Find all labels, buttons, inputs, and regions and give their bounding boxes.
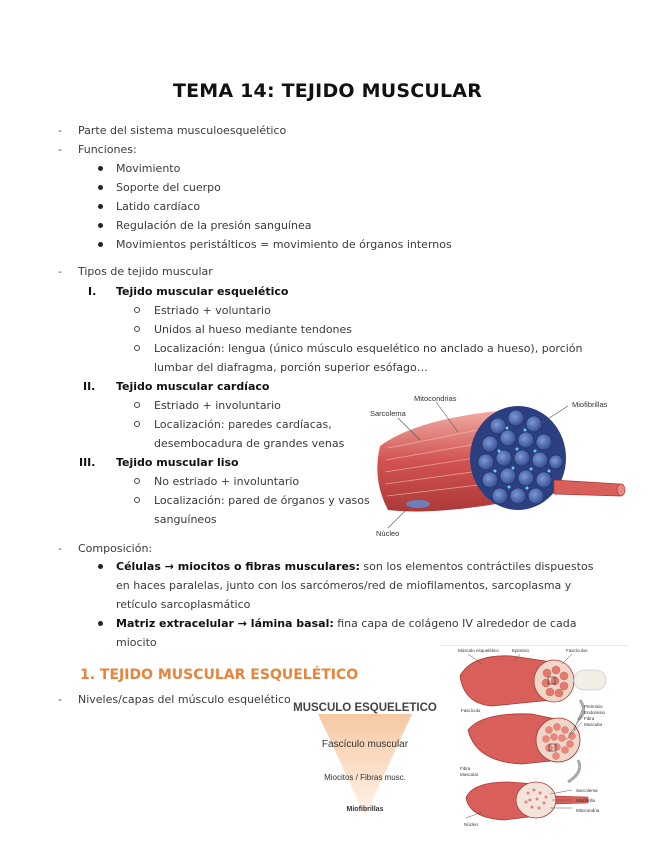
function-item: Soporte del cuerpo — [116, 181, 221, 194]
label-fasciculos: Fascículos — [566, 648, 588, 653]
bullet — [98, 621, 103, 626]
bullet — [98, 223, 103, 228]
matrix-bold: Matriz extracelular → lámina basal: — [116, 617, 334, 630]
page-title: TEMA 14: TEJIDO MUSCULAR — [172, 80, 483, 102]
type-item: desembocadura de grandes venas — [154, 437, 345, 450]
composition-cells-line — [116, 559, 593, 574]
circle-bullet — [134, 326, 140, 332]
label-nucleo-2: Núcleo — [464, 822, 479, 827]
composition-matrix-line — [116, 616, 577, 631]
types-label: Tipos de tejido muscular — [78, 265, 213, 278]
label-epimisio: Epimisio — [512, 648, 530, 653]
function-item: Movimientos peristálticos = movimiento de órganos internos — [116, 238, 452, 251]
dash-marker: - — [58, 124, 62, 137]
label-nucleo: Núcleo — [376, 529, 400, 538]
pyramid-level-3: Miocitos / Fibras musc. — [324, 773, 406, 782]
label-mitocondrias: Mitocondrias — [414, 394, 457, 403]
dash-marker: - — [58, 265, 62, 278]
label-fasciculo: Fascículo — [461, 708, 481, 713]
type-title-liso: Tejido muscular liso — [116, 456, 239, 469]
type-item: Unidos al hueso mediante tendones — [154, 323, 353, 336]
pyramid-level-2: Fascículo muscular — [321, 739, 409, 750]
label-endomisio: Endomisio — [584, 710, 606, 715]
circle-bullet — [134, 421, 140, 427]
function-item: Regulación de la presión sanguínea — [116, 219, 312, 232]
intro-item: Funciones: — [78, 143, 137, 156]
label-perimisio: Perimisio — [584, 704, 603, 709]
label-sarcolema-2: Sarcolema — [576, 788, 598, 793]
type-title-esqueletico: Tejido muscular esquelético — [116, 285, 289, 298]
matrix-text: fina capa de colágeno IV alrededor de cada — [333, 617, 577, 630]
bullet — [98, 166, 103, 171]
label-miofibrilla: Miofibrilla — [576, 798, 596, 803]
type-title-cardiaco: Tejido muscular cardíaco — [116, 380, 270, 393]
composition-text: retículo sarcoplasmático — [116, 598, 251, 611]
type-item: Estriado + voluntario — [154, 304, 271, 317]
bullet — [98, 242, 103, 247]
bullet — [98, 204, 103, 209]
dash-marker: - — [58, 693, 62, 706]
type-item: Localización: pared de órganos y vasos — [154, 494, 370, 507]
levels-label: Niveles/capas del músculo esquelético — [78, 693, 291, 706]
roman-numeral: III. — [79, 456, 96, 469]
type-item: No estriado + involuntario — [154, 475, 300, 488]
type-item: sanguíneos — [154, 513, 217, 526]
label-mitocondria: Mitocondria — [576, 808, 600, 813]
label-muscular: Muscular — [584, 722, 603, 727]
dash-marker: - — [58, 143, 62, 156]
circle-bullet — [134, 402, 140, 408]
composition-label: Composición: — [78, 542, 153, 555]
roman-numeral: II. — [83, 380, 96, 393]
cells-text: son los elementos contráctiles dispuestos — [359, 560, 594, 573]
composition-text: en haces paralelas, junto con los sarcómeros/red de miofilamentos, sarcoplasma y — [116, 579, 572, 592]
circle-bullet — [134, 307, 140, 313]
roman-numeral: I. — [88, 285, 97, 298]
pyramid-level-1: MUSCULO ESQUELETICO — [293, 702, 437, 714]
function-item: Latido cardíaco — [116, 200, 201, 213]
pyramid-level-4: Miofibrillas — [346, 806, 384, 813]
label-miofibrillas: Miofibrillas — [572, 400, 608, 409]
label-muscular-2: Muscular — [460, 772, 479, 777]
composition-text: miocito — [116, 636, 157, 649]
cells-bold: Células → miocitos o fibras musculares: — [116, 560, 360, 573]
dash-marker: - — [58, 542, 62, 555]
label-fibra: Fibra — [584, 716, 595, 721]
pyramid-shape — [310, 710, 420, 820]
bullet — [98, 564, 103, 569]
circle-bullet — [134, 345, 140, 351]
label-musculo: Músculo esquelético — [458, 648, 499, 653]
muscle-anatomy-illustration — [452, 648, 627, 830]
circle-bullet — [134, 478, 140, 484]
divider — [440, 645, 628, 646]
label-sarcolema: Sarcolema — [370, 409, 406, 418]
section-heading: 1. TEJIDO MUSCULAR ESQUELÉTICO — [80, 667, 359, 683]
label-fibra-2: Fibra — [460, 766, 471, 771]
type-item: lumbar del diafragma, porción superior esófago… — [154, 361, 428, 374]
type-item: Estriado + involuntario — [154, 399, 281, 412]
function-item: Movimiento — [116, 162, 181, 175]
type-item: Localización: paredes cardíacas, — [154, 418, 332, 431]
intro-item: Parte del sistema musculoesquelético — [78, 124, 287, 137]
circle-bullet — [134, 497, 140, 503]
bullet — [98, 185, 103, 190]
type-item: Localización: lengua (único músculo esquelético no anclado a hueso), porción — [154, 342, 583, 355]
